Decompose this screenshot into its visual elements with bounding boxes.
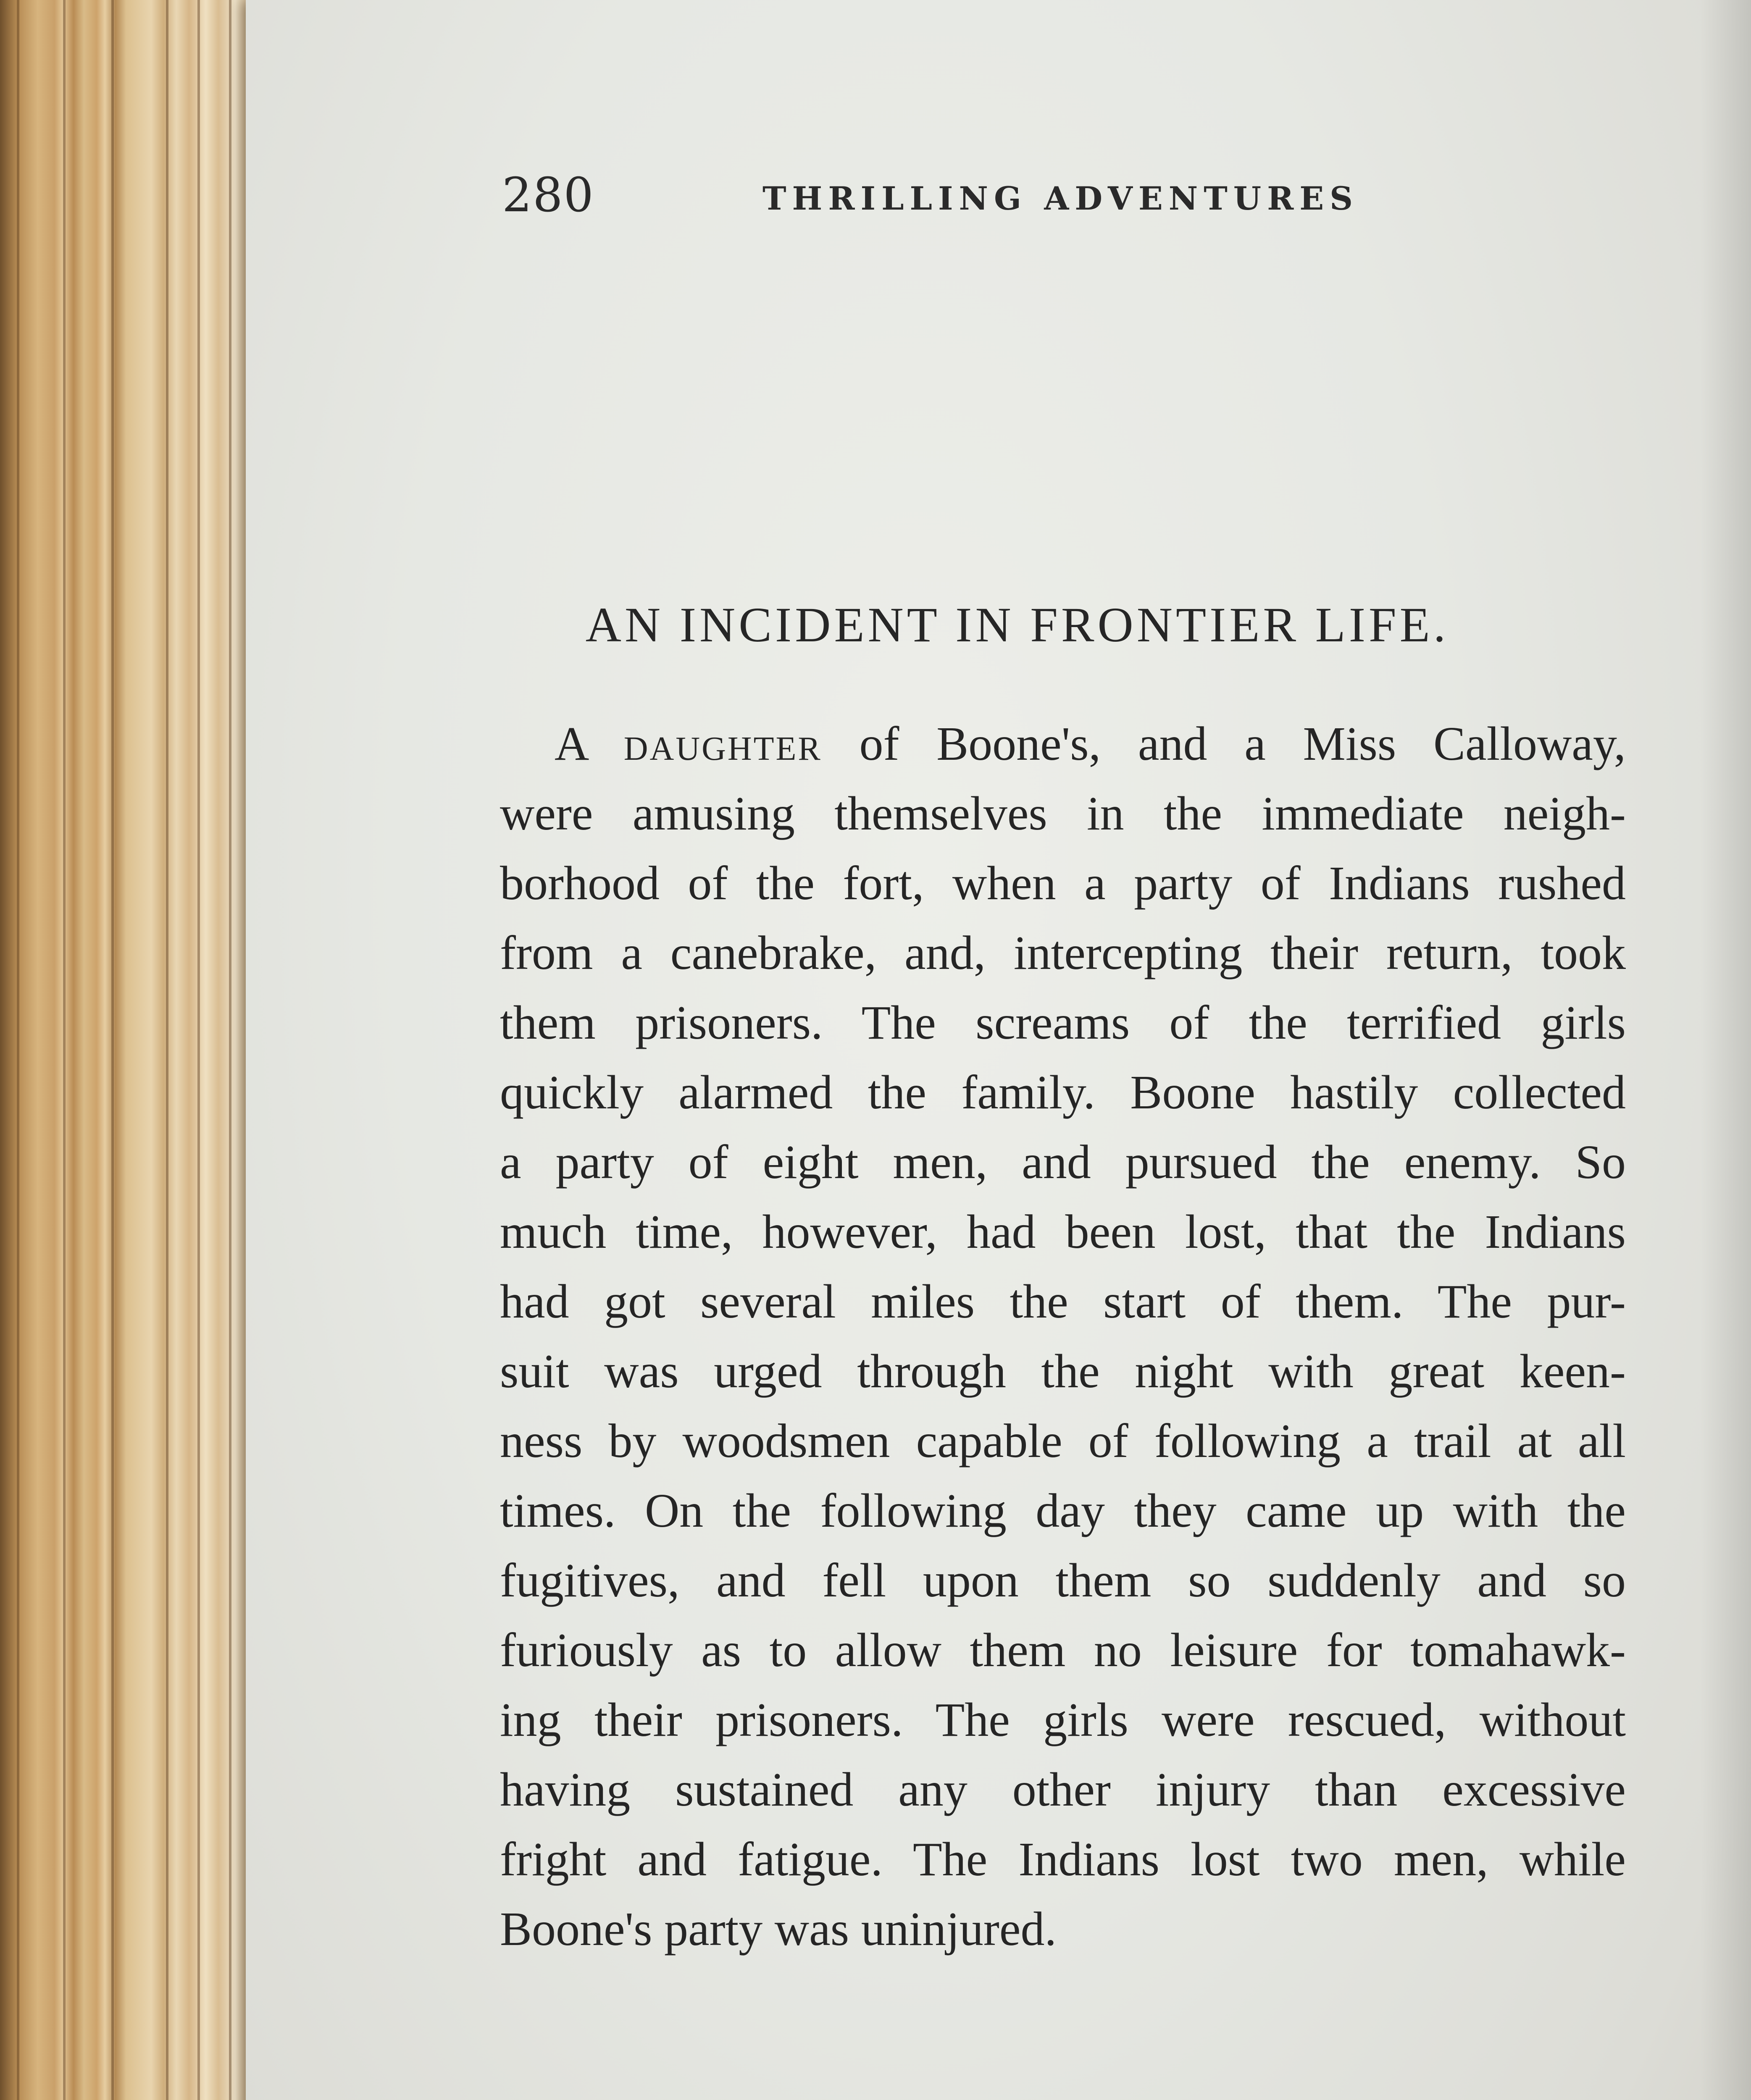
page-edge-line (111, 0, 114, 2100)
page-edge-line (63, 0, 66, 2100)
body-line: fugitives, and fell upon them so suddenly and so (500, 1554, 1626, 1607)
page-number: 280 (502, 168, 594, 223)
page-edge-line (17, 0, 19, 2100)
body-line: suit was urged through the night with great keen- (500, 1344, 1626, 1398)
running-head: THRILLING ADVENTURES (762, 180, 1359, 217)
body-line: having sustained any other injury than excessive (500, 1763, 1626, 1816)
stacked-page-edges (0, 0, 260, 2100)
body-line: a party of eight men, and pursued the enemy. So (500, 1135, 1626, 1189)
body-line-text: of Boone's, and a Miss Calloway, (822, 717, 1626, 770)
page-header (502, 168, 1620, 223)
page-edge-line (166, 0, 168, 2100)
body-line: them prisoners. The screams of the terrified girls (500, 996, 1626, 1049)
body-line (500, 709, 1626, 779)
body-line: Boone's party was uninjured. (500, 1902, 1057, 1956)
opening-letter: A (555, 717, 587, 770)
page-edge-line (197, 0, 200, 2100)
article-body (500, 709, 1626, 1964)
body-line: had got several miles the start of them. The pur- (500, 1275, 1626, 1328)
opening-smallcaps-word: daughter (623, 717, 822, 770)
book-page (246, 0, 1751, 2100)
body-line: much time, however, had been lost, that the Indians (500, 1205, 1626, 1258)
body-line: from a canebrake, and, intercepting their return, took (500, 926, 1626, 979)
body-line: quickly alarmed the family. Boone hastily collected (500, 1066, 1626, 1119)
article-title: AN INCIDENT IN FRONTIER LIFE. (585, 597, 1449, 652)
body-line: borhood of the fort, when a party of Indians rushed (500, 856, 1626, 910)
page-edge-line (229, 0, 231, 2100)
body-line: times. On the following day they came up with the (500, 1484, 1626, 1537)
body-line: ing their prisoners. The girls were rescued, without (500, 1693, 1626, 1746)
body-line: ness by woodsmen capable of following a trail at all (500, 1414, 1626, 1467)
body-line: furiously as to allow them no leisure for tomahawk- (500, 1623, 1626, 1677)
body-line: were amusing themselves in the immediate neigh- (500, 787, 1626, 840)
body-line: fright and fatigue. The Indians lost two men, while (500, 1832, 1626, 1886)
